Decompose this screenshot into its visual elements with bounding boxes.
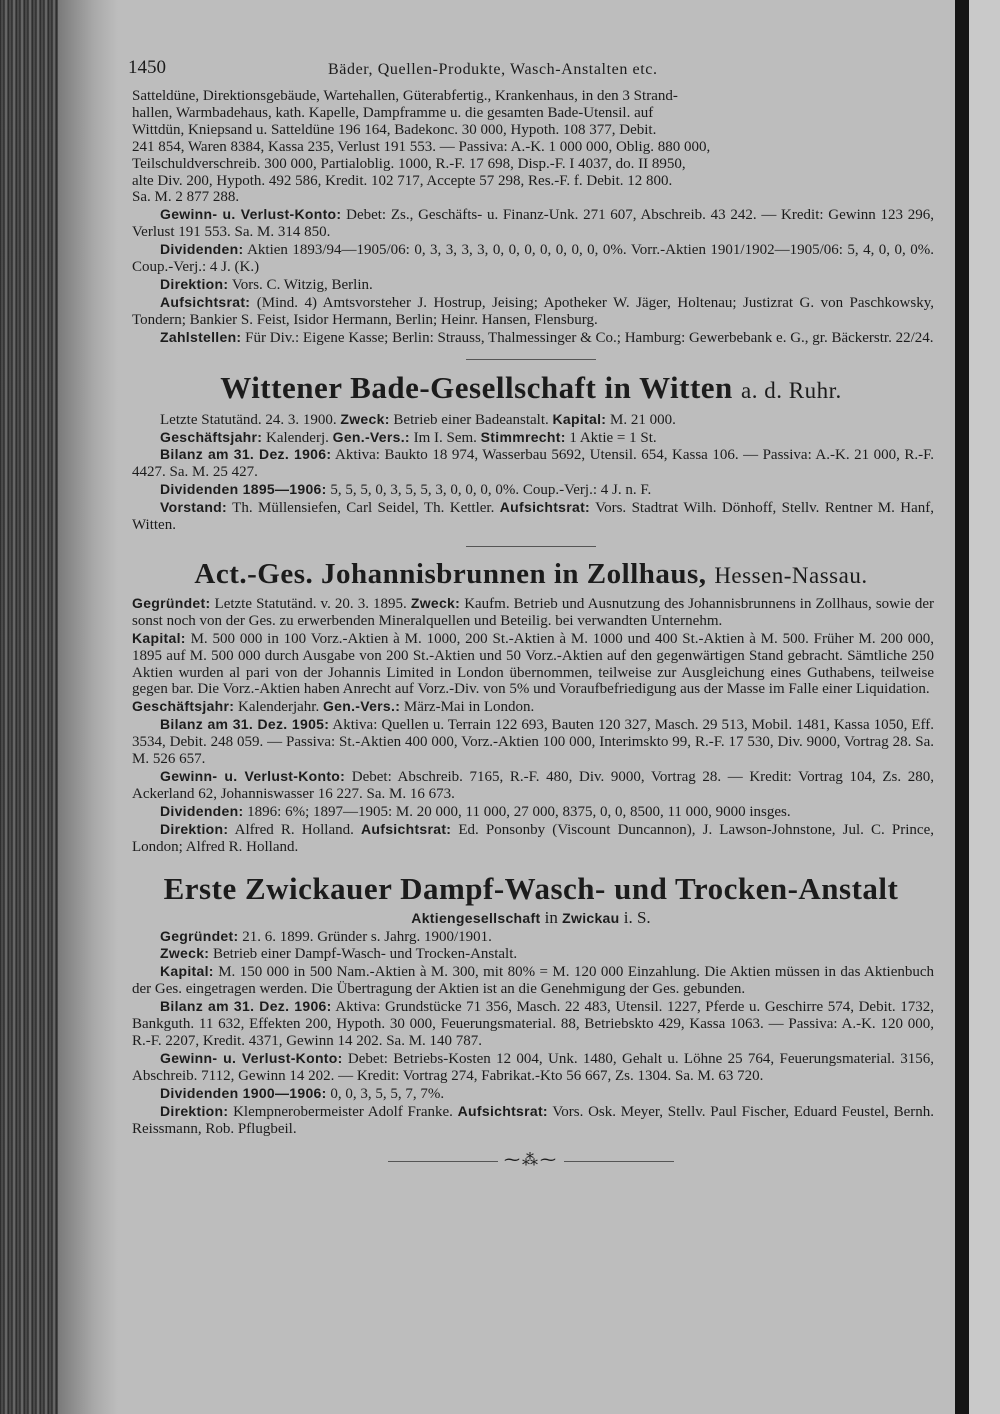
direction-paragraph [128,821,934,856]
dividend-paragraph [128,803,934,821]
capital-label: Kapital: [160,963,214,980]
gv-label: Gewinn- u. Verlust-Konto: [160,206,342,223]
gv-text: Debet: Zs., Geschäfts- u. Finanz-Unk. 271 607, Abschreib. 43 242. — Kredit: Gewinn 123 296, Verlust 191 553. Sa. M. 314 850. [132,207,935,241]
intro-line: 241 854, Waren 8384, Kassa 235, Verlust 191 553. — Passiva: A.-K. 1 000 000, Oblig. 880 000, [132,138,711,155]
supervisory-label: Aufsichtsrat: [499,499,591,516]
fiscal-year-label: Geschäftsjahr: [132,698,235,715]
purpose-text: Betrieb einer Dampf-Wasch- und Trocken-Anstalt. [213,946,518,963]
direction-text: Klempnerobermeister Adolf Franke. [233,1103,453,1120]
intro-line: Satteldüne, Direktionsgebäude, Wartehallen, Güterabfertig., Krankenhaus, in den 3 Strand- [132,88,678,104]
balance-text: Aktiva: Quellen u. Terrain 122 693, Bauten 120 327, Masch. 29 513, Mobil. 1481, Kassa 1050, Eff. 3534, Debit. 248 059. — Passiva: St.-Aktien 400 000, Vorz.-Aktien 100 000, Interimskto 99, R.-F. 17 530, Div. 9000, Vortrag 28. Sa. M. 526 657. [132,717,934,768]
page-number: 1450 [128,57,166,78]
dividend-text: Aktien 1893/94—1905/06: 0, 3, 3, 3, 3, 0, 0, 0, 0, 0, 0, 0, 0%. Vorr.-Aktien 1901/1902—1905/06: 5, 4, 0, 0, 0%. Coup.-Verj.: 4 J. (K.) [132,242,934,276]
balance-label: Bilanz am 31. Dez. 1905: [160,716,330,733]
intro-line: hallen, Warmbadehaus, kath. Kapelle, Dampframme u. die gesamten Bade-Utensil. auf [132,104,654,121]
ornament-rule-left [388,1161,498,1162]
company-title [128,368,934,411]
dividend-text: 5, 5, 5, 0, 3, 5, 5, 3, 0, 0, 0, 0%. Coup.-Verj.: 4 J. n. F. [330,482,652,499]
supervisory-label: Aufsichtsrat: [457,1102,548,1119]
founded-paragraph [128,928,934,946]
entry-witten [128,368,934,534]
direction-label: Direktion: [160,820,229,837]
direction-label: Direktion: [160,275,229,292]
direction-text: Alfred R. Holland. [234,821,354,838]
dividend-label: Dividenden: [160,802,244,819]
direction-text: Vors. C. Witzig, Berlin. [231,276,373,293]
balance-label: Bilanz am 31. Dez. 1906: [160,446,332,463]
dividend-text: 0, 0, 3, 5, 5, 7, 7%. [330,1085,445,1102]
paying-agents-text: Für Div.: Eigene Kasse; Berlin: Strauss, Thalmessinger & Co.; Hamburg: Gewerbebank e. G., gr. Bäckerstr. 22/24. [245,329,934,346]
founded-label: Gegründet: [132,594,211,611]
fiscal-year-text: Kalenderj. [265,429,329,446]
dividend-label: Dividenden 1900—1906: [160,1084,327,1101]
supervisory-text: Vors. Stadtrat Wilh. Dönhoff, Stellv. Rentner M. Hanf, Witten. [132,500,934,534]
company-title [128,555,934,595]
capital-label: Kapital: [552,410,607,427]
company-title: Erste Zwickauer Dampf-Wasch- und Trocken-Anstalt [163,870,899,906]
gv-paragraph [128,206,934,241]
board-paragraph [128,499,934,534]
board-text: Th. Müllensiefen, Carl Seidel, Th. Kettler. [232,500,495,517]
paying-agents-label: Zahlstellen: [160,328,242,345]
purpose-text: Kaufm. Betrieb und Ausnutzung des Johannisbrunnens in Zollhaus, sowie der sonst noch von der Ges. zu erwerbenden Mineralquellen und Beteilig. bei verwandten Unternehm. [132,595,935,629]
statute-text: Letzte Statutänd. 24. 3. 1900. [160,411,337,428]
fiscal-year-paragraph [128,698,934,716]
capital-paragraph [128,963,934,998]
pl-label: Gewinn- u. Verlust-Konto: [160,768,346,784]
end-ornament [128,1153,934,1170]
founded-text: Letzte Statutänd. v. 20. 3. 1895. [214,595,407,612]
general-meeting-label: Gen.-Vers.: [332,428,410,445]
capital-text: M. 500 000 in 100 Vorz.-Aktien à M. 1000, 200 St.-Aktien à M. 1000 und 400 St.-Aktien à M. 500. Früher M. 200 000, 1895 auf M. 500 000 durch Ausgabe von 200 St.-Aktien und 50 Vorz.-Aktien auf den gegenwärtigen Stand gebracht. Sämtliche 250 Aktien wurden al pari von der Johannis Limited in London übernommen, teilweise zur Ausgleichung eines Guthabens, teilweise gegen bar. Die Vorz.-Aktien haben Anrecht auf Vorz.-Div. von 5% und Voraufbefriedigung aus der Masse im Falle einer Liquidation. [132,630,934,698]
balance-paragraph [128,446,934,481]
balance-paragraph [128,716,934,768]
subtitle-city: Zwickau [562,909,620,926]
entry-zwickau [128,870,934,1138]
direction-paragraph [128,1103,934,1138]
company-title-main: Wittener Bade-Gesellschaft in Witten [220,369,733,405]
continued-entry [128,88,934,347]
section-divider [466,359,596,360]
purpose-label: Zweck: [340,410,390,427]
balance-text: Aktiva: Grundstücke 71 356, Masch. 22 483, Utensil. 1227, Pferde u. Geschirre 574, Debit. 1732, Bankguth. 11 632, Effekten 200, Hypoth. 30 000, Feuerungsmaterial. 88, Betriebskto 429, Kassa 1063. — Passiva: A.-K. 120 000, R.-F. 2207, Kredit. 4371, Gewinn 14 202. Sa. M. 140 787. [132,999,934,1049]
balance-paragraph [128,998,934,1050]
dividend-label: Dividenden: [160,241,244,258]
supervisory-text: Ed. Ponsonby (Viscount Duncannon), J. Lawson-Johnstone, Jul. C. Prince, London; Alfred R. Holland. [132,821,934,855]
general-meeting-text: Im I. Sem. [413,429,477,446]
founded-text: 21. 6. 1899. Gründer s. Jahrg. 1900/1901. [242,928,492,945]
gutter-shading [58,0,118,1414]
dividend-paragraph [128,1085,934,1103]
pl-text: Debet: Betriebs-Kosten 12 004, Unk. 1480, Gehalt u. Löhne 25 764, Feuerungsmaterial. 3156, Abschreib. 7112, Gewinn 14 202. — Kredit: Vortrag 274, Fabrikat.-Kto 56 667, Zs. 1304. Sa. M. 63 720. [132,1050,934,1084]
intro-line: Wittdün, Kniepsand u. Satteldüne 196 164, Badekonc. 30 000, Hypoth. 108 377, Debit. [132,121,657,138]
subtitle-region: i. S. [623,907,651,927]
pl-label: Gewinn- u. Verlust-Konto: [160,1049,343,1066]
company-title-suffix: a. d. Ruhr. [741,377,842,403]
company-title-main: Act.-Ges. Johannisbrunnen in Zollhaus, [194,557,707,590]
capital-label: Kapital: [132,629,186,646]
intro-line: Sa. M. 2 877 288. [132,189,240,206]
pl-paragraph [128,1050,934,1085]
book-spine-shadow [0,0,58,1414]
board-label: Vorstand: [160,499,227,516]
pl-text: Debet: Abschreib. 7165, R.-F. 480, Div. 9000, Vortrag 28. — Kredit: Vortrag 104, Zs. 280, Ackerland 62, Johanniswasser 16 227. Sa. M. 16 673. [132,769,934,802]
supervisory-label: Aufsichtsrat: [361,820,452,837]
founded-paragraph [128,595,934,630]
general-meeting-label: Gen.-Vers.: [322,698,401,715]
dividend-paragraph [128,481,934,499]
supervisory-text: Vors. Osk. Meyer, Stellv. Paul Fischer, Eduard Feustel, Bernh. Reissmann, Rob. Pflugbeil. [132,1103,934,1137]
capital-paragraph [128,630,934,699]
general-meeting-text: März-Mai in London. [403,699,535,716]
subtitle-in: in [544,907,558,927]
purpose-label: Zweck: [410,594,461,611]
intro-line: alte Div. 200, Hypoth. 492 586, Kredit. 102 717, Accepte 57 298, Res.-F. f. Debit. 12 800. [132,172,673,189]
dividend-label: Dividenden 1895—1906: [160,481,327,498]
balance-label: Bilanz am 31. Dez. 1906: [160,998,332,1015]
page-edge [955,0,969,1414]
founded-label: Gegründet: [160,927,239,944]
direction-paragraph [128,276,934,294]
dividend-text: 1896: 6%; 1897—1905: M. 20 000, 11 000, 27 000, 8375, 0, 0, 8500, 11 000, 9000 insges. [247,803,791,820]
paying-agents-paragraph [128,329,934,347]
direction-label: Direktion: [160,1102,229,1119]
witten-line-1 [128,411,934,429]
ornament-glyph: ⁓⁂⁓ [504,1152,558,1170]
section-divider [466,546,596,547]
ornament-rule-right [564,1161,674,1162]
purpose-label: Zweck: [160,945,210,962]
voting-right-label: Stimmrecht: [480,428,566,445]
supervisory-paragraph [128,294,934,329]
running-title: Bäder, Quellen-Produkte, Wasch-Anstalten etc. [328,61,658,78]
company-title-suffix: Hessen-Nassau. [714,562,868,588]
capital-text: M. 21 000. [610,411,676,428]
fiscal-year-text: Kalenderjahr. [237,699,320,716]
supervisory-label: Aufsichtsrat: [160,293,251,310]
capital-text: M. 150 000 in 500 Nam.-Aktien à M. 300, mit 80% = M. 120 000 Einzahlung. Die Aktien müssen in das Aktienbuch der Ges. eingetragen werden. Die Übertragung der Aktien ist an die Genehmigung der Ges. gebunden. [132,964,935,998]
balance-text: Aktiva: Baukto 18 974, Wasserbau 5692, Utensil. 654, Kassa 106. — Passiva: A.-K. 21 000, R.-F. 4427. Sa. M. 25 427. [132,447,934,481]
entry-johannisbrunnen [128,555,934,856]
voting-right-text: 1 Aktie = 1 St. [569,429,657,446]
intro-line: Teilschuldverschreib. 300 000, Partialoblig. 1000, R.-F. 17 698, Disp.-F. I 4037, do. II 8950, [132,155,686,172]
witten-line-2 [128,429,934,447]
page-body [128,50,934,1170]
fiscal-year-label: Geschäftsjahr: [160,428,263,445]
purpose-text: Betrieb einer Badeanstalt. [393,411,549,428]
pl-paragraph [128,768,934,803]
company-subtitle [128,908,934,928]
dividend-paragraph [128,241,934,276]
adjacent-page-fragment [969,0,1000,1414]
intro-lines [128,88,934,206]
supervisory-text: (Mind. 4) Amtsvorsteher J. Hostrup, Jeising; Apotheker W. Jäger, Holtenau; Justizrat G. von Paschkowsky, Tondern; Bankier S. Feist, Isidor Hermann, Berlin; Heinr. Hansen, Flensburg. [132,294,935,328]
page-header [128,50,934,84]
subtitle-company-form: Aktiengesellschaft [411,909,541,926]
purpose-paragraph [128,945,934,963]
